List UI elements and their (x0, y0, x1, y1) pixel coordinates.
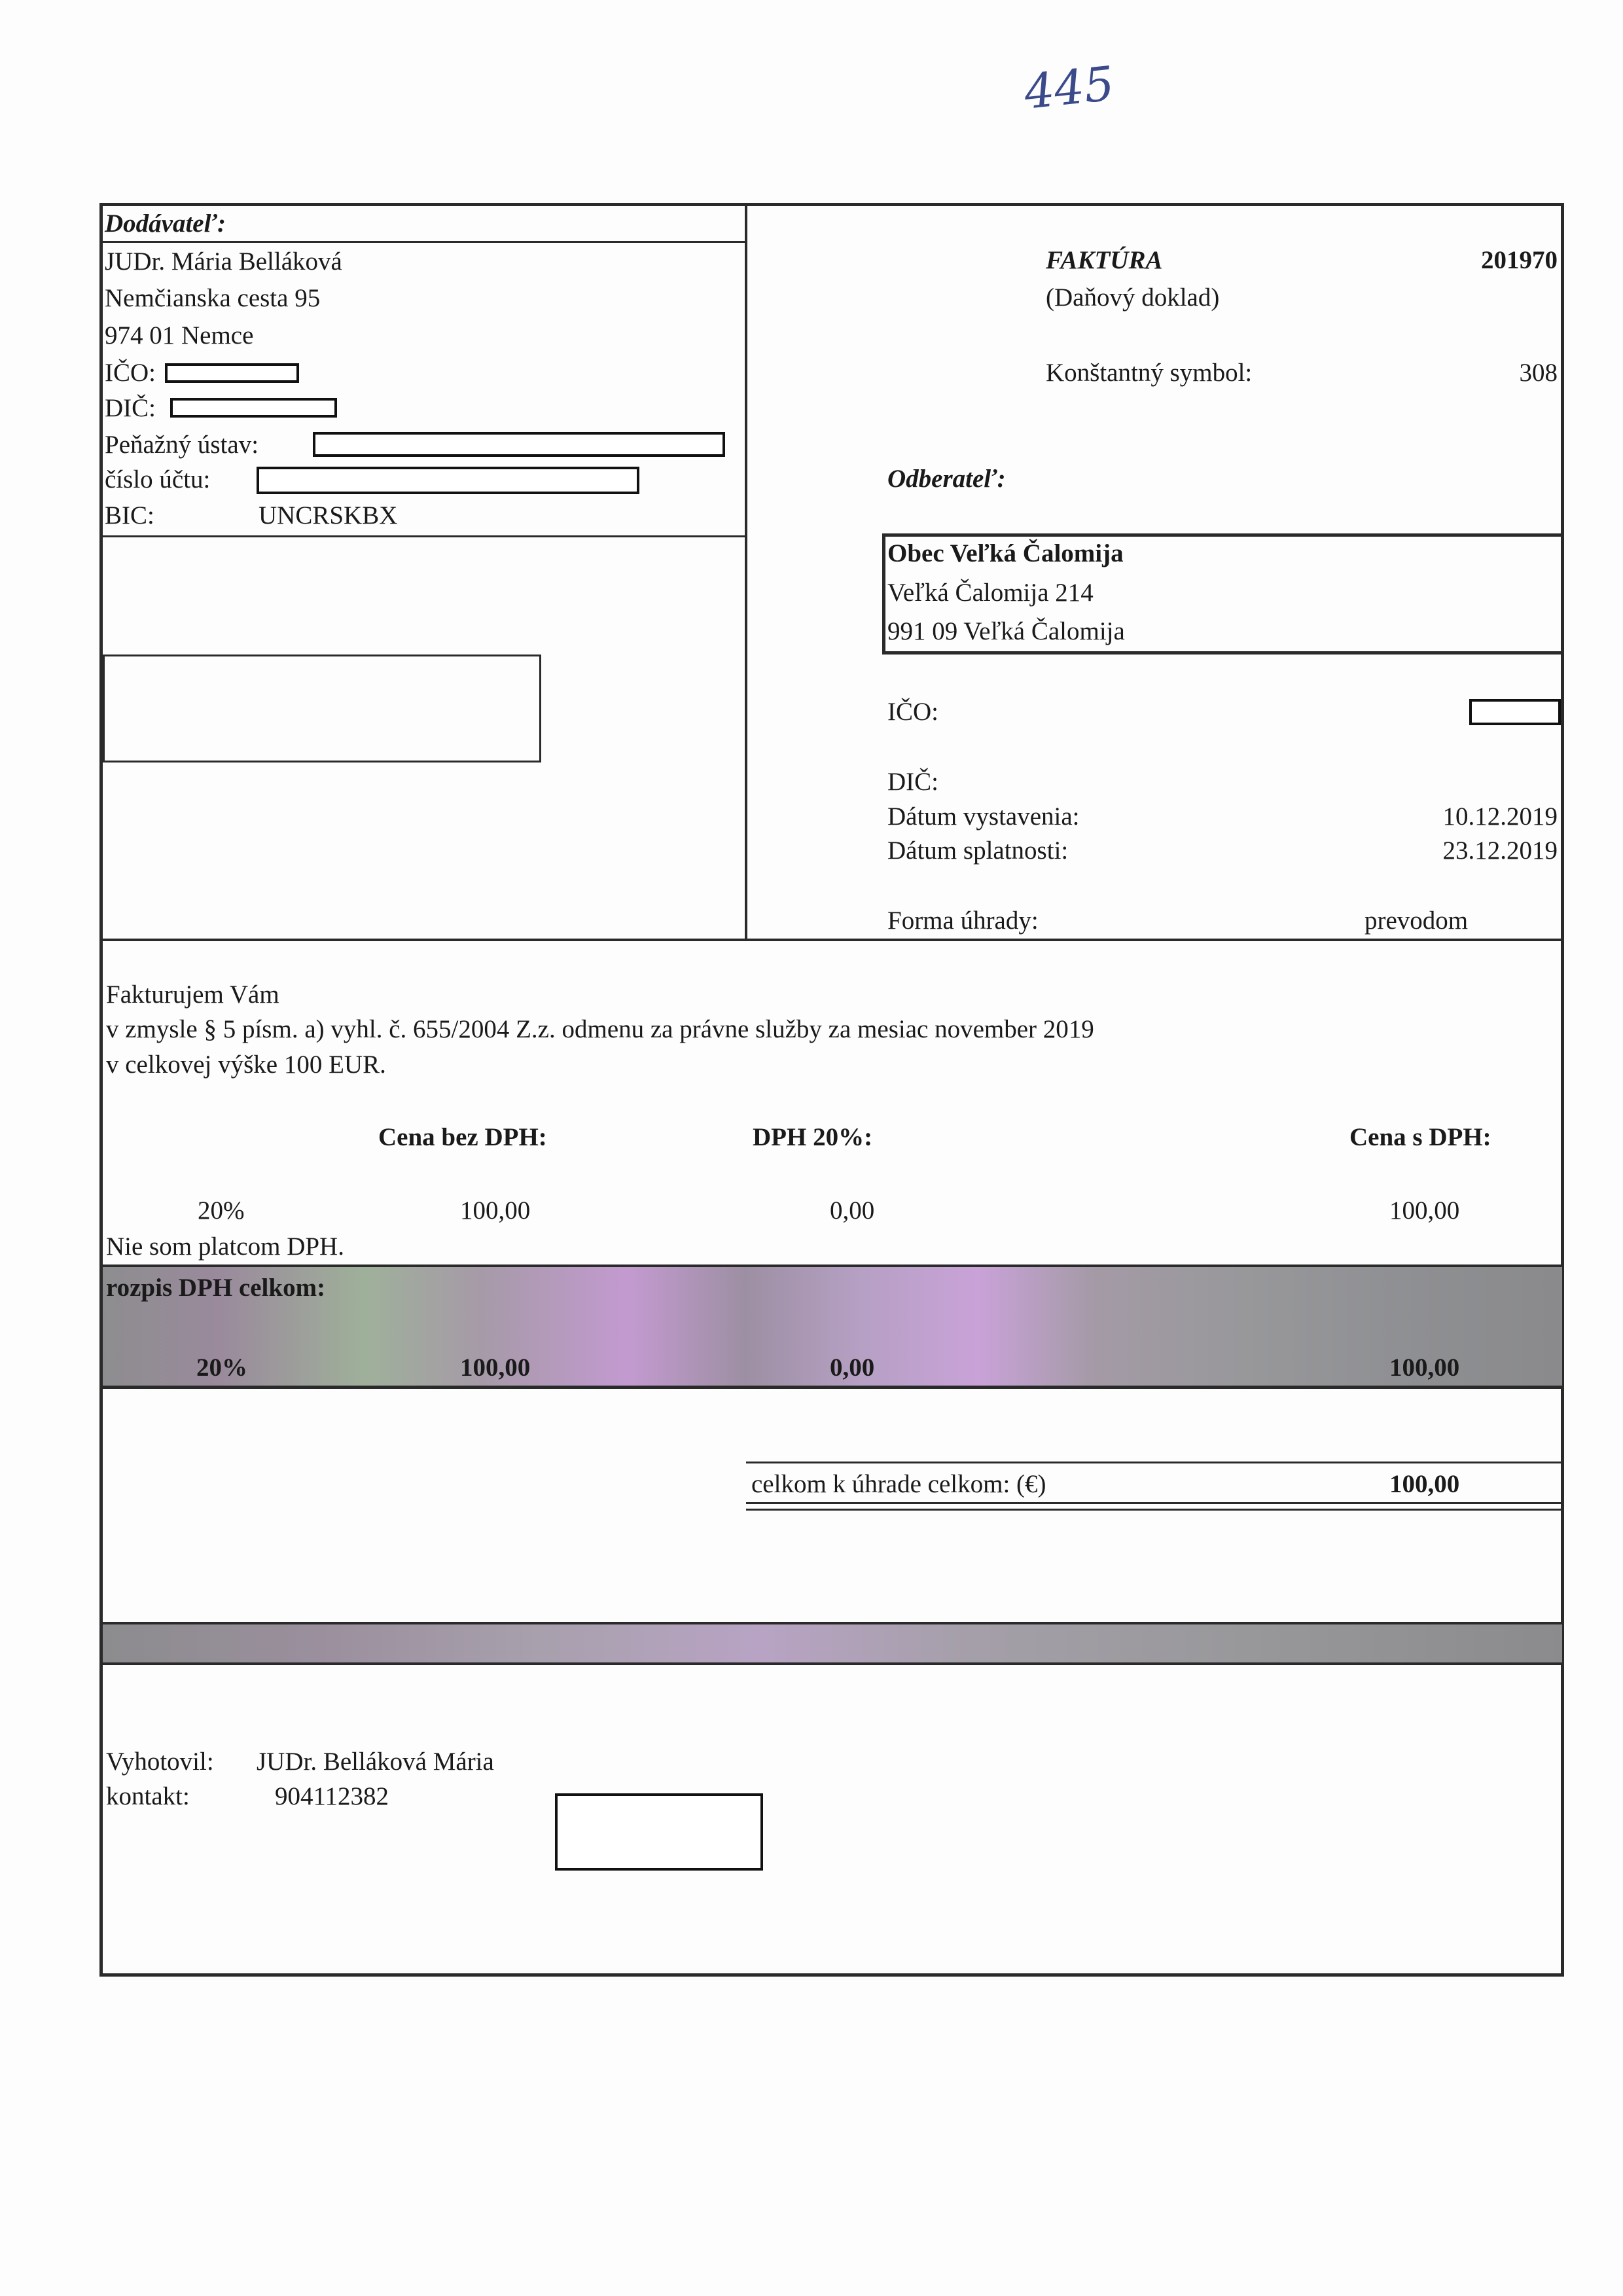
top-section-rule (101, 939, 1562, 941)
supplier-account-label: číslo účtu: (105, 465, 211, 493)
invoice-number: 201970 (1481, 246, 1558, 274)
blank-box (103, 655, 541, 762)
payment-label: Forma úhrady: (887, 906, 1039, 935)
row-vat: 0,00 (830, 1196, 875, 1225)
issue-date-label: Dátum vystavenia: (887, 802, 1080, 831)
header-vat: DPH 20%: (753, 1123, 873, 1151)
redacted-stamp (555, 1793, 763, 1871)
prepared-value: JUDr. Belláková Mária (257, 1748, 494, 1776)
sum-base: 100,00 (460, 1354, 531, 1382)
customer-name: Obec Veľká Čalomija (887, 539, 1124, 567)
row-base: 100,00 (460, 1196, 531, 1225)
invoice-subtitle: (Daňový doklad) (1046, 283, 1220, 312)
contact-value: 904112382 (275, 1782, 389, 1810)
supplier-bic-value: UNCRSKBX (259, 501, 398, 529)
sum-vat: 0,00 (830, 1354, 875, 1382)
customer-ico-label: IČO: (887, 698, 938, 726)
due-date-value: 23.12.2019 (1442, 836, 1558, 865)
due-date-label: Dátum splatnosti: (887, 836, 1069, 865)
customer-dic-label: DIČ: (887, 768, 938, 796)
customer-street: Veľká Čalomija 214 (887, 579, 1094, 607)
const-symbol-value: 308 (1519, 359, 1558, 387)
supplier-heading: Dodávateľ: (105, 209, 226, 238)
payable-label: celkom k úhrade celkom: (€) (751, 1470, 1046, 1498)
payable-rule-1 (746, 1502, 1562, 1504)
contact-label: kontakt: (106, 1782, 190, 1810)
row-total: 100,00 (1389, 1196, 1460, 1225)
payment-value: prevodom (1364, 906, 1469, 935)
sum-total: 100,00 (1389, 1354, 1460, 1382)
customer-heading: Odberateľ: (887, 465, 1006, 493)
customer-city: 991 09 Veľká Čalomija (887, 617, 1125, 645)
redacted-customer-ico (1469, 699, 1561, 725)
const-symbol-label: Konštantný symbol: (1046, 359, 1253, 387)
prepared-label: Vyhotovil: (106, 1748, 214, 1776)
issue-date-value: 10.12.2019 (1442, 802, 1558, 831)
redacted-account (257, 467, 639, 494)
supplier-box-rule (101, 535, 746, 537)
header-base: Cena bez DPH: (378, 1123, 547, 1151)
supplier-name: JUDr. Mária Belláková (105, 247, 342, 276)
handwritten-note: 445 (1021, 56, 1117, 120)
summary-bottom-rule (101, 1386, 1562, 1389)
payable-value: 100,00 (1389, 1470, 1460, 1498)
payable-rule-2 (746, 1509, 1562, 1511)
supplier-ico-label: IČO: (105, 359, 156, 387)
body-line-3: v celkovej výške 100 EUR. (106, 1050, 386, 1079)
decor-band (103, 1624, 1562, 1662)
column-divider (745, 204, 747, 941)
body-line-1: Fakturujem Vám (106, 980, 279, 1009)
body-line-2: v zmysle § 5 písm. a) vyhl. č. 655/2004 Z.z. odmenu za právne služby za mesiac november 2019 (106, 1015, 1094, 1043)
band2-bottom-rule (101, 1662, 1562, 1665)
header-total: Cena s DPH: (1349, 1123, 1491, 1151)
redacted-dic (170, 398, 337, 418)
supplier-dic-label: DIČ: (105, 394, 156, 422)
vat-note: Nie som platcom DPH. (106, 1232, 344, 1261)
payable-top-rule (746, 1462, 1562, 1463)
redacted-bank (313, 432, 725, 457)
summary-label: rozpis DPH celkom: (106, 1274, 326, 1302)
supplier-bic-label: BIC: (105, 501, 154, 529)
invoice-title: FAKTÚRA (1046, 246, 1163, 274)
sum-rate: 20% (196, 1354, 247, 1382)
supplier-heading-rule (101, 241, 746, 243)
row-rate: 20% (198, 1196, 245, 1225)
supplier-street: Nemčianska cesta 95 (105, 284, 321, 312)
redacted-ico (165, 363, 299, 383)
supplier-city: 974 01 Nemce (105, 321, 254, 350)
supplier-bank-label: Peňažný ústav: (105, 431, 259, 459)
